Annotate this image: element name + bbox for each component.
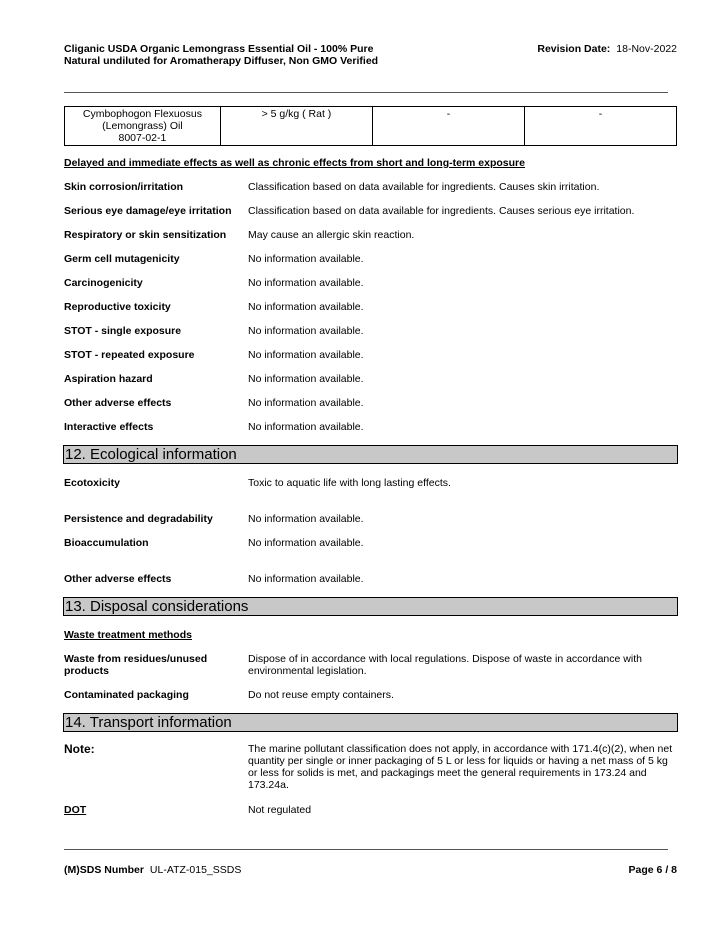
revision-value: 18-Nov-2022 <box>616 43 677 55</box>
effect-value: No information available. <box>248 421 364 433</box>
eco-value: No information available. <box>248 537 364 549</box>
toxicity-table <box>64 106 677 146</box>
effect-label: Interactive effects <box>64 421 154 433</box>
effect-label: Serious eye damage/eye irritation <box>64 205 232 217</box>
disposal-label: Contaminated packaging <box>64 689 189 701</box>
eco-value: Toxic to aquatic life with long lasting effects. <box>248 477 451 489</box>
effect-value: No information available. <box>248 373 364 385</box>
effect-label: Reproductive toxicity <box>64 301 171 313</box>
disposal-label: Waste from residues/unused products <box>64 653 208 677</box>
eco-value: No information available. <box>248 513 364 525</box>
eco-value: No information available. <box>248 573 364 585</box>
sds-number-value: UL-ATZ-015_SSDS <box>149 864 242 876</box>
document-title: Cliganic USDA Organic Lemongrass Essential Oil - 100% Pure Natural undiluted for Aromatherapy Diffuser, Non GMO Verified <box>64 43 379 67</box>
header-rule <box>64 92 668 93</box>
effect-label: STOT - repeated exposure <box>64 349 195 361</box>
section-14-header: 14. Transport information <box>63 713 678 732</box>
effect-label: STOT - single exposure <box>64 325 182 337</box>
waste-treatment-heading: Waste treatment methods <box>64 629 192 641</box>
note-value: The marine pollutant classification does not apply, in accordance with 171.4(c)(2), when net quantity per single or inner packaging of 5 L or less for liquids or having a net mass of 5 kg or less for solids is met, and packagings meet the general requirements in 173.24 and 173.24a. <box>248 743 673 791</box>
effect-value: No information available. <box>248 253 364 265</box>
effect-value: No information available. <box>248 277 364 289</box>
effect-label: Aspiration hazard <box>64 373 153 385</box>
sds-number-label: (M)SDS Number <box>64 864 144 876</box>
eco-label: Other adverse effects <box>64 573 172 585</box>
effect-value: Classification based on data available for ingredients. Causes skin irritation. <box>248 181 600 193</box>
ingredient-name-line: Cymbophogon Flexuosus <box>82 108 202 120</box>
dot-value: Not regulated <box>248 804 312 816</box>
effect-label: Germ cell mutagenicity <box>64 253 180 265</box>
revision-label: Revision Date: <box>537 43 611 55</box>
revision-date <box>537 43 677 55</box>
effects-heading: Delayed and immediate effects as well as chronic effects from short and long-term exposure <box>64 157 525 169</box>
ingredient-cell <box>65 107 221 146</box>
sds-number <box>64 864 241 876</box>
oral-ld50-cell: > 5 g/kg ( Rat ) <box>220 107 372 146</box>
page-number: Page 6 / 8 <box>628 864 677 876</box>
effect-value: No information available. <box>248 397 364 409</box>
effect-label: Respiratory or skin sensitization <box>64 229 227 241</box>
effect-value: No information available. <box>248 349 364 361</box>
inhalation-lc50-cell: - <box>525 107 677 146</box>
ingredient-name-line: (Lemongrass) Oil <box>102 120 183 132</box>
section-13-header: 13. Disposal considerations <box>63 597 678 616</box>
effect-value: No information available. <box>248 325 364 337</box>
table-row <box>65 107 677 146</box>
dermal-ld50-cell: - <box>373 107 525 146</box>
effect-label: Other adverse effects <box>64 397 172 409</box>
note-label: Note: <box>64 742 95 756</box>
effect-label: Skin corrosion/irritation <box>64 181 184 193</box>
dot-label: DOT <box>64 804 87 816</box>
footer-rule <box>64 849 668 850</box>
eco-label: Ecotoxicity <box>64 477 121 489</box>
effect-label: Carcinogenicity <box>64 277 143 289</box>
effect-value: May cause an allergic skin reaction. <box>248 229 415 241</box>
eco-label: Bioaccumulation <box>64 537 149 549</box>
eco-label: Persistence and degradability <box>64 513 213 525</box>
disposal-value: Do not reuse empty containers. <box>248 689 394 701</box>
ingredient-cas: 8007-02-1 <box>118 132 167 144</box>
disposal-value: Dispose of in accordance with local regulations. Dispose of waste in accordance with environmental legislation. <box>248 653 642 677</box>
effect-value: Classification based on data available for ingredients. Causes serious eye irritation. <box>248 205 635 217</box>
section-12-header: 12. Ecological information <box>63 445 678 464</box>
effect-value: No information available. <box>248 301 364 313</box>
